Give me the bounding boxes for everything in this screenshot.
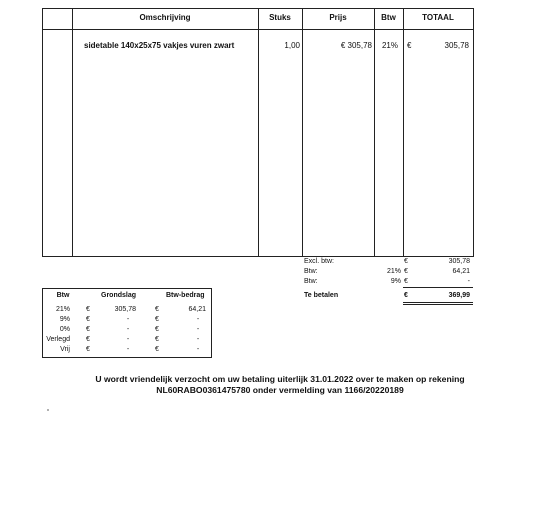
summary-header-rate: Btw [56,292,70,299]
summary-header-amount: Btw-bedrag [166,292,205,299]
summary-base: - [126,336,130,343]
row-quantity: 1,00 [284,41,300,50]
summary-currency: € [86,336,90,343]
speck-mark [47,409,49,411]
summary-currency: € [86,306,90,313]
summary-currency: € [155,346,159,353]
vat2-rate: 9% [390,278,401,285]
summary-amount: - [196,316,200,323]
vat1-rate: 21% [386,268,401,275]
row-price: € 305,78 [340,41,372,50]
row-total: 305,78 [444,41,469,50]
summary-rate: 21% [55,306,70,313]
vat2-currency: € [404,278,408,285]
summary-currency: € [155,306,159,313]
excl-value: 305,78 [448,258,470,265]
summary-rate: Vrij [60,346,70,353]
vat1-currency: € [404,268,408,275]
summary-currency: € [86,326,90,333]
header-price: Prijs [329,13,347,22]
row-vat: 21% [381,41,398,50]
pay-currency: € [404,292,408,299]
vat2-value: - [467,278,470,285]
summary-currency: € [155,316,159,323]
summary-amount: - [196,326,200,333]
vat1-label: Btw: [304,268,318,275]
summary-base: - [126,316,130,323]
summary-base: - [126,346,130,353]
pay-value: 369,99 [448,292,470,299]
header-vat: Btw [381,13,396,22]
vat1-value: 64,21 [452,268,470,275]
payment-note [20,374,540,396]
summary-base: - [126,326,130,333]
summary-rate: 0% [59,326,70,333]
summary-rate: Verlegd [46,336,70,343]
row-description: sidetable 140x25x75 vakjes vuren zwart [84,41,235,50]
summary-currency: € [155,336,159,343]
header-total: TOTAAL [422,13,454,22]
vat2-label: Btw: [304,278,318,285]
row-currency: € [407,41,412,50]
summary-header-base: Grondslag [101,292,137,299]
header-quantity: Stuks [269,13,291,22]
pay-label: Te betalen [304,292,339,299]
summary-currency: € [155,326,159,333]
excl-label: Excl. btw: [304,258,334,265]
payment-note-line2: NL60RABO0361475780 onder vermelding van 1166/20220189 [156,385,404,395]
summary-rate: 9% [59,316,70,323]
summary-base: 305,78 [114,306,136,313]
summary-currency: € [86,316,90,323]
summary-amount: 64,21 [188,306,206,313]
summary-currency: € [86,346,90,353]
summary-amount: - [196,346,200,353]
payment-note-line1: U wordt vriendelijk verzocht om uw betaling uiterlijk 31.01.2022 over te maken op rekening [95,374,465,384]
summary-amount: - [196,336,200,343]
excl-currency: € [404,258,408,265]
header-description: Omschrijving [139,13,191,22]
